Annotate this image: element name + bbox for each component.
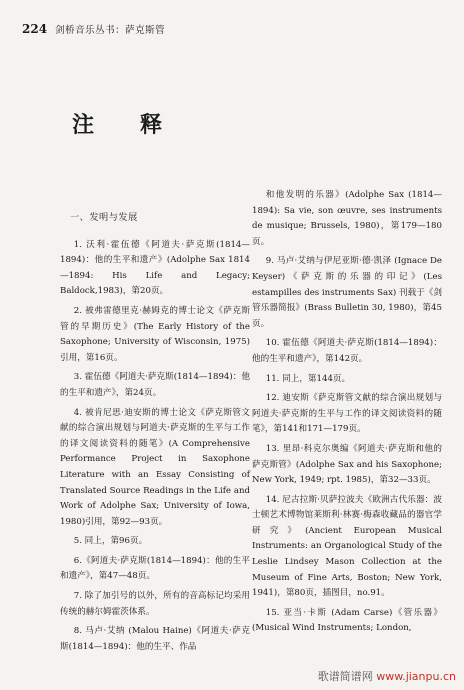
footnote-item: 10. 霍伍德《阿道夫·萨克斯(1814—1894)：他的生平和遗产》，第142页。 — [252, 338, 442, 364]
footnote-item: 15. 亚当·卡斯 (Adam Carse)《管乐器》(Musical Wind Instruments; London, — [252, 607, 442, 634]
footnote-item: 14. 尼古拉斯·贝萨拉波夫《欧洲古代乐器：波士顿艺术博物馆莱斯利·林赛·梅森收藏品的器官学研究》(Ancient European Musical Instruments: an Organological Study of the Leslie Lindsey Mason Collection at the Museum of Fine Arts, Boston; New York, 1941)，第80页，插图目，no.91。 — [252, 494, 442, 599]
section-heading: 一、发明与发展 — [70, 212, 138, 223]
footnote-item: 13. 里昂·科克尔奥编《阿道夫·萨克斯和他的萨克斯管》(Adolphe Sax and his Saxophone; New York, 1949; rpt. 1985)，第32—33页。 — [252, 443, 442, 486]
footnote-item: 6.《阿道夫·萨克斯(1814—1894)：他的生平和遗产》，第47—48页。 — [60, 555, 250, 582]
footnote-item: 2. 被弗雷德里克·赫姆克的博士论文《萨克斯管的早期历史》(The Early History of the Saxophone; University of Wisconsin, 1975)引用，第16页。 — [60, 305, 250, 363]
series-title: 剑桥音乐丛书：萨克斯管 — [55, 25, 166, 36]
footnote-item: 12. 迪安斯《萨克斯管文献的综合演出规划与阿道夫·萨克斯的生平与工作的译文阅读资料的随笔》，第141和171—179页。 — [252, 393, 442, 435]
footnote-item: 7. 除了加引号的以外，所有的音高标记均采用传统的赫尔姆霍茨体系。 — [60, 591, 250, 617]
notes-column-left — [60, 210, 250, 659]
notes-column-right — [252, 188, 442, 641]
footnote-item: 9. 马卢·艾纳与伊尼亚斯·德·凯泽 (Ignace De Keyser)《萨克斯的乐器的印记》(Les estampilles des instruments Sax) 刊载于《剑管乐器简报》(Brass Bulletin 30, 1980)，第45页。 — [252, 256, 442, 329]
footnote-item: 3. 霍伍德《阿道夫·萨克斯(1814—1894)：他的生平和遗产》，第24页。 — [60, 372, 250, 398]
watermark — [318, 668, 456, 684]
footnote-item: 4. 被肯尼思·迪安斯的博士论文《萨克斯管文献的综合演出规划与阿道夫·萨克斯的生平与工作的译文阅读资料的随笔》(A Comprehensive Performance Project in Saxophone Literature with an Essay Consisting of Translated Source Readings in the Life and Work of Adolphe Sax; University of Iowa, 1980)引用，第92—93页。 — [60, 407, 250, 527]
watermark-url: www.jianpu.cn — [372, 670, 456, 683]
running-header — [22, 22, 444, 36]
watermark-site-name: 歌谱简谱网 — [317, 670, 373, 683]
footnote-item: 8. 马卢·艾纳 (Malou Haine)《阿道夫·萨克斯(1814—1894)：他的生平、作品 — [60, 626, 250, 652]
chapter-title: 注 释 — [72, 113, 175, 138]
footnote-item: 1. 沃利·霍伍德《阿道夫·萨克斯(1814—1894)：他的生平和遗产》(Adolphe Sax 1814—1894: His Life and Legacy; Baldock,1983)，第20页。 — [60, 239, 250, 297]
footnote-item: 5. 同上，第96页。 — [73, 536, 148, 547]
page-number: 224 — [22, 22, 48, 36]
footnote-item: 和他发明的乐器》(Adolphe Sax (1814—1894): Sa vie, son œuvre, ses instruments de musique; Brussels, 1980)，第179—180页。 — [252, 190, 442, 247]
footnote-item: 11. 同上，第144页。 — [265, 373, 351, 384]
